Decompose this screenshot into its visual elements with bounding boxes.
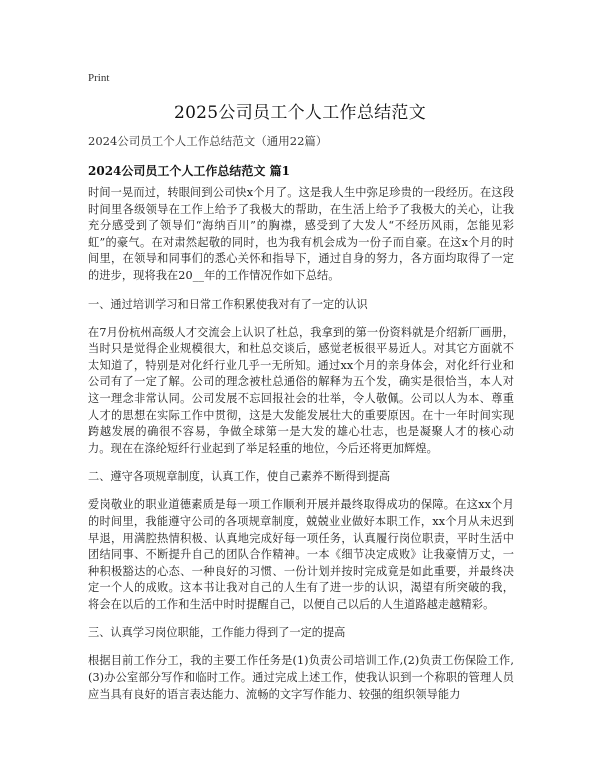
- section-heading: 2024公司员工个人工作总结范文 篇1: [88, 164, 290, 178]
- subheading-2: 二、遵守各项规章制度，认真工作，使自己素养不断得到提高: [88, 470, 391, 484]
- subheading-3: 三、认真学习岗位职能，工作能力得到了一定的提高: [88, 626, 346, 640]
- paragraph-1: 在7月份杭州高级人才交流会上认识了杜总，我拿到的第一份资料就是介绍新厂画册，当时只是觉得企业规模很大，和杜总交谈后，感觉老板很平易近人。对其它方面就不太知道了，特别是对化纤行业几乎一无所知。通过xx个月的亲身体会，对化纤行业和公司有了一定了解。公司的理念被杜总通俗的解释为五个发，确实是很恰当，本人对这一理念非常认同。公司发展不忘回报社会的壮举，令人敬佩。公司以人为本、尊重人才的思想在实际工作中贯彻，这是大发能发展壮大的重要原因。在十一年时间实现跨越发展的确很不容易，争做全球第一是大发的雄心壮志，也是凝聚人才的核心动力。现在在涤纶短纤行业起到了举足轻重的地位，今后还将更加辉煌。: [88, 325, 514, 455]
- print-link[interactable]: Print: [88, 72, 110, 84]
- document-body: [88, 185, 514, 715]
- document-subtitle: 2024公司员工个人工作总结范文（通用22篇）: [88, 134, 328, 148]
- paragraph-intro: 时间一晃而过，转眼间到公司快x个月了。这是我人生中弥足珍贵的一段经历。在这段时间里各级领导在工作上给予了我极大的帮助，在生活上给予了我极大的关心，让我充分感受到了领导们“海纳百川”的胸襟，感受到了大发人“不经历风雨，怎能见彩虹”的豪气。在对肃然起敬的同时，也为我有机会成为一份子而自豪。在这x个月的时间里，在领导和同事们的悉心关怀和指导下，通过自身的努力，各方面均取得了一定的进步，现将我在20__年的工作情况作如下总结。: [88, 186, 514, 282]
- paragraph-3: 根据目前工作分工，我的主要工作任务是(1)负责公司培训工作,(2)负责工伤保险工作,(3)办公室部分写作和临时工作。通过完成上述工作，使我认识到一个称职的管理人员应当具有良好的语言表达能力、流畅的文字写作能力、较强的组织领导能力: [88, 654, 514, 701]
- paragraph-2: 爱岗敬业的职业道德素质是每一项工作顺利开展并最终取得成功的保障。在这xx个月的时间里，我能遵守公司的各项规章制度，兢兢业业做好本职工作，xx个月从未迟到早退，用满腔热情积极、认真地完成好每一项任务，认真履行岗位职责，平时生活中团结同事、不断提升自己的团队合作精神。一本《细节决定成败》让我豪情万丈，一种积极豁达的心态、一种良好的习惯、一份计划并按时完成竟是如此重要，并最终决定一个人的成败。这本书让我对自己的人生有了进一步的认识，渴望有所突破的我，将会在以后的工作和生活中时时提醒自己，以便自己以后的人生道路越走越精彩。: [88, 498, 514, 611]
- document-title: 2025公司员工个人工作总结范文: [173, 103, 427, 123]
- subheading-1: 一、通过培训学习和日常工作积累使我对有了一定的认识: [88, 297, 368, 311]
